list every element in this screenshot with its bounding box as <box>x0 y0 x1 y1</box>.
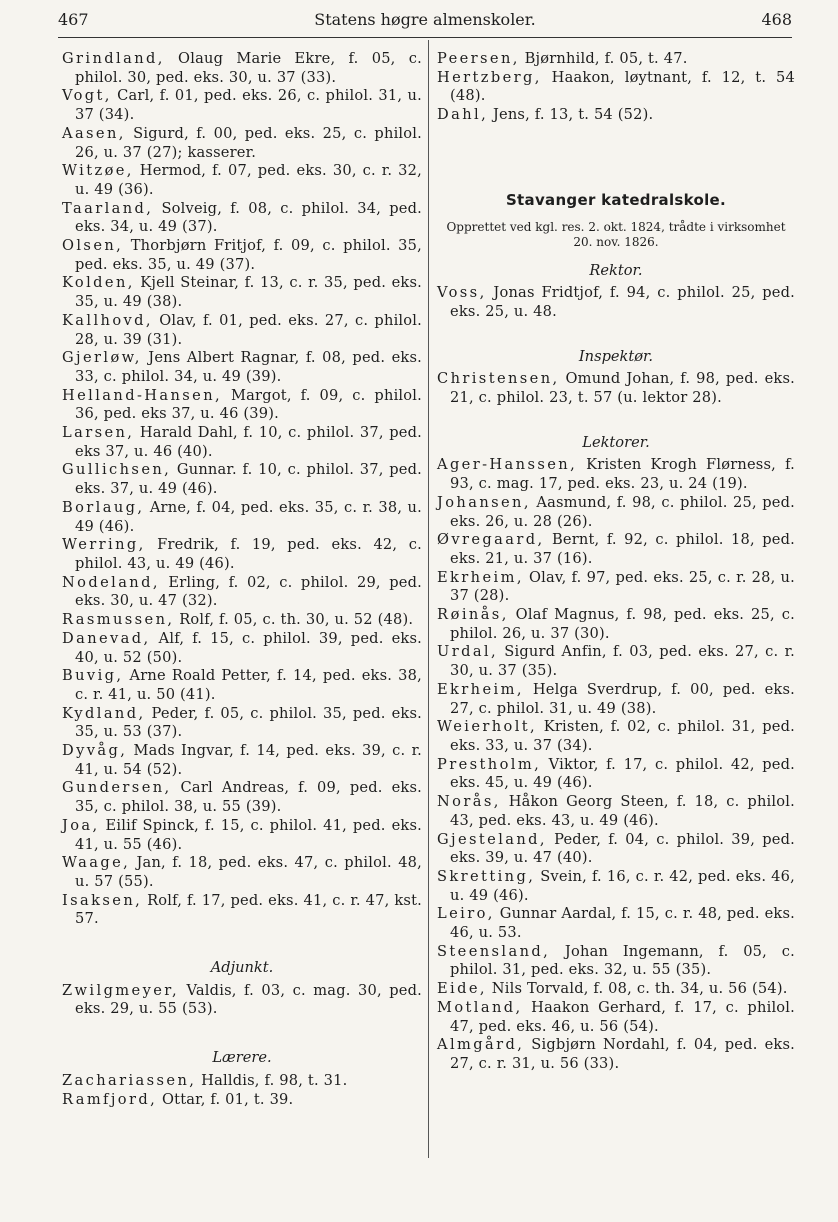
staff-surname: Christensen, <box>437 370 560 388</box>
staff-details: Jens, f. 13, t. 54 (52). <box>488 106 654 124</box>
staff-surname: Gjesteland, <box>437 830 547 848</box>
staff-entry <box>437 943 795 980</box>
staff-surname: Ekrheim, <box>437 680 524 698</box>
column-divider <box>428 40 429 1158</box>
staff-entry <box>437 980 795 999</box>
staff-entry <box>62 349 422 386</box>
staff-surname: Taarland, <box>62 199 154 217</box>
staff-details: Arne Roald Petter, f. 14, ped. eks. 38, c. r. 41, u. 50 (41). <box>75 667 422 703</box>
staff-surname: Steensland, <box>437 942 551 960</box>
staff-entry <box>437 681 795 718</box>
staff-details: Olav, f. 97, ped. eks. 25, c. r. 28, u. 37 (28). <box>450 568 795 605</box>
staff-entry <box>437 106 795 125</box>
staff-entry <box>437 370 795 407</box>
section-heading-rektor: Rektor. <box>589 261 643 279</box>
staff-details: Erling, f. 02, c. philol. 29, ped. eks. 30, u. 47 (32). <box>75 573 422 610</box>
staff-details: Ottar, f. 01, t. 39. <box>157 1090 294 1108</box>
staff-details: Jan, f. 18, ped. eks. 47, c. philol. 48, u. 57 (55). <box>75 854 422 890</box>
staff-details: Olaug Marie Ekre, f. 05, c. philol. 30, ped. eks. 30, u. 37 (33). <box>75 50 422 86</box>
staff-surname: Gjerløw, <box>62 349 142 367</box>
staff-details: Sigbjørn Nordahl, f. 04, ped. eks. 27, c. r. 31, u. 56 (33). <box>450 1036 795 1072</box>
staff-details: Peder, f. 04, c. philol. 39, ped. eks. 39, u. 47 (40). <box>450 830 795 867</box>
staff-entry <box>62 742 422 779</box>
staff-surname: Waage, <box>62 854 131 872</box>
school-title: Stavanger katedralskole. <box>505 190 727 209</box>
lektorer-entries <box>437 456 795 1073</box>
staff-entry <box>437 50 795 69</box>
staff-surname: Zachariassen, <box>62 1071 197 1089</box>
staff-surname: Helland-Hansen, <box>62 386 223 404</box>
staff-surname: Isaksen, <box>62 891 143 909</box>
staff-entry <box>437 831 795 868</box>
rektor-entries <box>437 284 795 321</box>
staff-surname: Hertzberg, <box>437 68 542 86</box>
staff-entry <box>62 611 422 630</box>
staff-entry <box>62 162 422 199</box>
staff-details: Johan Ingemann, f. 05, c. philol. 31, ped. eks. 32, u. 55 (35). <box>450 942 795 979</box>
staff-surname: Dahl, <box>437 106 489 124</box>
staff-entry <box>62 536 422 573</box>
staff-surname: Kolden, <box>62 274 135 292</box>
staff-details: Thorbjørn Fritjof, f. 09, c. philol. 35, ped. eks. 35, u. 49 (37). <box>75 237 422 273</box>
staff-surname: Nodeland, <box>62 573 160 591</box>
staff-surname: Norås, <box>437 793 501 811</box>
staff-details: Bjørnhild, f. 05, t. 47. <box>519 50 688 67</box>
staff-entry <box>437 456 795 493</box>
staff-details: Eilif Spinck, f. 15, c. philol. 41, ped. eks. 41, u. 55 (46). <box>75 816 422 853</box>
staff-surname: Leiro, <box>437 905 495 923</box>
staff-details: Rolf, f. 17, ped. eks. 41, c. r. 47, kst. 57. <box>75 891 422 928</box>
staff-entry <box>62 312 422 349</box>
right-top-entries <box>437 50 795 125</box>
staff-surname: Øvregaard, <box>437 531 545 549</box>
section-heading-adjunkt: Adjunkt. <box>210 959 274 977</box>
staff-details: Arne, f. 04, ped. eks. 35, c. r. 38, u. 49 (46). <box>75 498 422 535</box>
staff-details: Omund Johan, f. 98, ped. eks. 21, c. philol. 23, t. 57 (u. lektor 28). <box>450 370 795 407</box>
staff-surname: Werring, <box>62 536 146 554</box>
staff-details: Sigurd, f. 00, ped. eks. 25, c. philol. 26, u. 37 (27); kasserer. <box>75 124 422 161</box>
staff-entry <box>62 982 422 1019</box>
staff-details: Kristen Krogh Flørness, f. 93, c. mag. 17, ped. eks. 23, u. 24 (19). <box>450 456 795 493</box>
staff-entry <box>62 1072 422 1091</box>
section-heading-inspektor: Inspektør. <box>578 347 654 365</box>
staff-entry <box>62 779 422 816</box>
staff-surname: Almgård, <box>437 1036 525 1054</box>
staff-entry <box>62 274 422 311</box>
staff-entry <box>437 1036 795 1073</box>
staff-details: Gunnar. f. 10, c. philol. 37, ped. eks. 37, u. 49 (46). <box>75 461 422 498</box>
staff-surname: Motland, <box>437 998 523 1016</box>
staff-entry <box>62 200 422 237</box>
staff-entry <box>62 574 422 611</box>
running-title: Statens høgre almenskoler. <box>314 10 536 29</box>
staff-surname: Ekrheim, <box>437 568 524 586</box>
page-number-right: 468 <box>761 10 792 29</box>
staff-surname: Peersen, <box>437 50 520 67</box>
staff-surname: Rasmussen, <box>62 611 175 629</box>
staff-details: Haakon, løytnant, f. 12, t. 54 (48). <box>450 68 795 105</box>
staff-details: Helga Sverdrup, f. 00, ped. eks. 27, c. philol. 31, u. 49 (38). <box>450 680 795 717</box>
staff-details: Valdis, f. 03, c. mag. 30, ped. eks. 29, u. 55 (53). <box>75 981 422 1018</box>
staff-entry <box>437 999 795 1036</box>
staff-surname: Joa, <box>62 816 100 834</box>
staff-surname: Vogt, <box>62 87 112 105</box>
adjunkt-entries <box>62 982 422 1019</box>
staff-surname: Voss, <box>437 284 487 302</box>
left-column <box>62 50 422 1109</box>
staff-details: Jonas Fridtjof, f. 94, c. philol. 25, ped. eks. 25, u. 48. <box>450 284 795 320</box>
staff-details: Alf, f. 15, c. philol. 39, ped. eks. 40, u. 52 (50). <box>75 629 422 666</box>
staff-details: Haakon Gerhard, f. 17, c. philol. 47, ped. eks. 46, u. 56 (54). <box>450 998 795 1035</box>
staff-details: Carl, f. 01, ped. eks. 26, c. philol. 31, u. 37 (34). <box>75 87 422 124</box>
staff-entry <box>437 531 795 568</box>
staff-surname: Gundersen, <box>62 779 172 797</box>
staff-entry <box>62 705 422 742</box>
staff-surname: Danevad, <box>62 629 151 647</box>
staff-surname: Ager-Hanssen, <box>437 456 578 474</box>
staff-details: Rolf, f. 05, c. th. 30, u. 52 (48). <box>174 611 414 629</box>
staff-details: Hermod, f. 07, ped. eks. 30, c. r. 32, u. 49 (36). <box>75 162 422 198</box>
staff-details: Fredrik, f. 19, ped. eks. 42, c. philol. 43, u. 49 (46). <box>75 536 422 572</box>
school-founding-note: Opprettet ved kgl. res. 2. okt. 1824, trådte i virksomhet 20. nov. 1826. <box>446 219 786 249</box>
staff-surname: Prestholm, <box>437 755 542 773</box>
staff-details: Kristen, f. 02, c. philol. 31, ped. eks. 33, u. 37 (34). <box>450 718 795 754</box>
staff-details: Viktor, f. 17, c. philol. 42, ped. eks. 45, u. 49 (46). <box>450 755 795 792</box>
left-entries <box>62 50 422 929</box>
staff-surname: Borlaug, <box>62 498 145 516</box>
staff-surname: Olsen, <box>62 237 124 255</box>
staff-entry <box>62 461 422 498</box>
staff-entry <box>62 424 422 461</box>
staff-entry <box>437 494 795 531</box>
staff-details: Harald Dahl, f. 10, c. philol. 37, ped. eks 37, u. 46 (40). <box>75 424 422 460</box>
staff-details: Peder, f. 05, c. philol. 35, ped. eks. 35, u. 53 (37). <box>75 704 422 741</box>
page-number-left: 467 <box>58 10 89 29</box>
staff-entry <box>437 905 795 942</box>
staff-surname: Larsen, <box>62 424 135 442</box>
staff-surname: Buvig, <box>62 667 124 685</box>
staff-entry <box>62 87 422 124</box>
staff-surname: Røinås, <box>437 606 509 624</box>
staff-entry <box>62 50 422 87</box>
staff-entry <box>437 793 795 830</box>
staff-details: Carl Andreas, f. 09, ped. eks. 35, c. philol. 38, u. 55 (39). <box>75 779 422 816</box>
staff-details: Aasmund, f. 98, c. philol. 25, ped. eks. 26, u. 28 (26). <box>450 493 795 530</box>
staff-surname: Witzøe, <box>62 162 134 180</box>
page-header <box>58 10 792 38</box>
staff-surname: Kallhovd, <box>62 311 153 329</box>
staff-entry <box>62 892 422 929</box>
staff-surname: Eide, <box>437 980 487 998</box>
staff-surname: Johansen, <box>437 493 531 511</box>
staff-surname: Aasen, <box>62 124 126 142</box>
inspektor-entries <box>437 370 795 407</box>
staff-entry <box>437 643 795 680</box>
staff-entry <box>437 868 795 905</box>
staff-details: Nils Torvald, f. 08, c. th. 34, u. 56 (54). <box>486 980 788 998</box>
staff-details: Margot, f. 09, c. philol. 36, ped. eks 37, u. 46 (39). <box>75 386 422 423</box>
staff-entry <box>437 606 795 643</box>
staff-surname: Ramfjord, <box>62 1090 158 1108</box>
right-column <box>437 50 795 1074</box>
staff-details: Solveig, f. 08, c. philol. 34, ped. eks. 34, u. 49 (37). <box>75 199 422 236</box>
staff-entry <box>62 667 422 704</box>
staff-details: Mads Ingvar, f. 14, ped. eks. 39, c. r. 41, u. 54 (52). <box>75 742 422 778</box>
laerere-entries <box>62 1072 422 1109</box>
staff-entry <box>437 718 795 755</box>
staff-surname: Kydland, <box>62 704 146 722</box>
staff-entry <box>437 756 795 793</box>
staff-details: Olav, f. 01, ped. eks. 27, c. philol. 28, u. 39 (31). <box>75 311 422 348</box>
staff-details: Gunnar Aardal, f. 15, c. r. 48, ped. eks. 46, u. 53. <box>450 905 795 942</box>
staff-details: Håkon Georg Steen, f. 18, c. philol. 43, ped. eks. 43, u. 49 (46). <box>450 793 795 829</box>
staff-entry <box>62 1091 422 1110</box>
staff-details: Olaf Magnus, f. 98, ped. eks. 25, c. philol. 26, u. 37 (30). <box>450 606 795 642</box>
staff-entry <box>62 237 422 274</box>
staff-details: Svein, f. 16, c. r. 42, ped. eks. 46, u. 49 (46). <box>450 867 795 904</box>
staff-details: Jens Albert Ragnar, f. 08, ped. eks. 33, c. philol. 34, u. 49 (39). <box>75 349 422 385</box>
staff-entry <box>62 854 422 891</box>
staff-entry <box>62 817 422 854</box>
header-rule <box>58 37 792 38</box>
staff-entry <box>437 69 795 106</box>
staff-surname: Skretting, <box>437 867 536 885</box>
staff-surname: Grindland, <box>62 50 165 67</box>
staff-details: Kjell Steinar, f. 13, c. r. 35, ped. eks. 35, u. 49 (38). <box>75 274 422 311</box>
staff-surname: Gullichsen, <box>62 461 172 479</box>
staff-surname: Dyvåg, <box>62 742 128 760</box>
staff-details: Bernt, f. 92, c. philol. 18, ped. eks. 21, u. 37 (16). <box>450 531 795 567</box>
staff-entry <box>62 125 422 162</box>
staff-entry <box>62 499 422 536</box>
section-heading-lektorer: Lektorer. <box>582 433 650 451</box>
staff-details: Sigurd Anfin, f. 03, ped. eks. 27, c. r. 30, u. 37 (35). <box>450 643 795 680</box>
staff-entry <box>437 284 795 321</box>
staff-entry <box>437 569 795 606</box>
staff-entry <box>62 387 422 424</box>
staff-surname: Weierholt, <box>437 718 538 736</box>
section-heading-laerere: Lærere. <box>212 1049 272 1067</box>
staff-entry <box>62 630 422 667</box>
staff-surname: Zwilgmeyer, <box>62 981 180 999</box>
staff-details: Halldis, f. 98, t. 31. <box>196 1071 348 1089</box>
staff-surname: Urdal, <box>437 643 499 661</box>
